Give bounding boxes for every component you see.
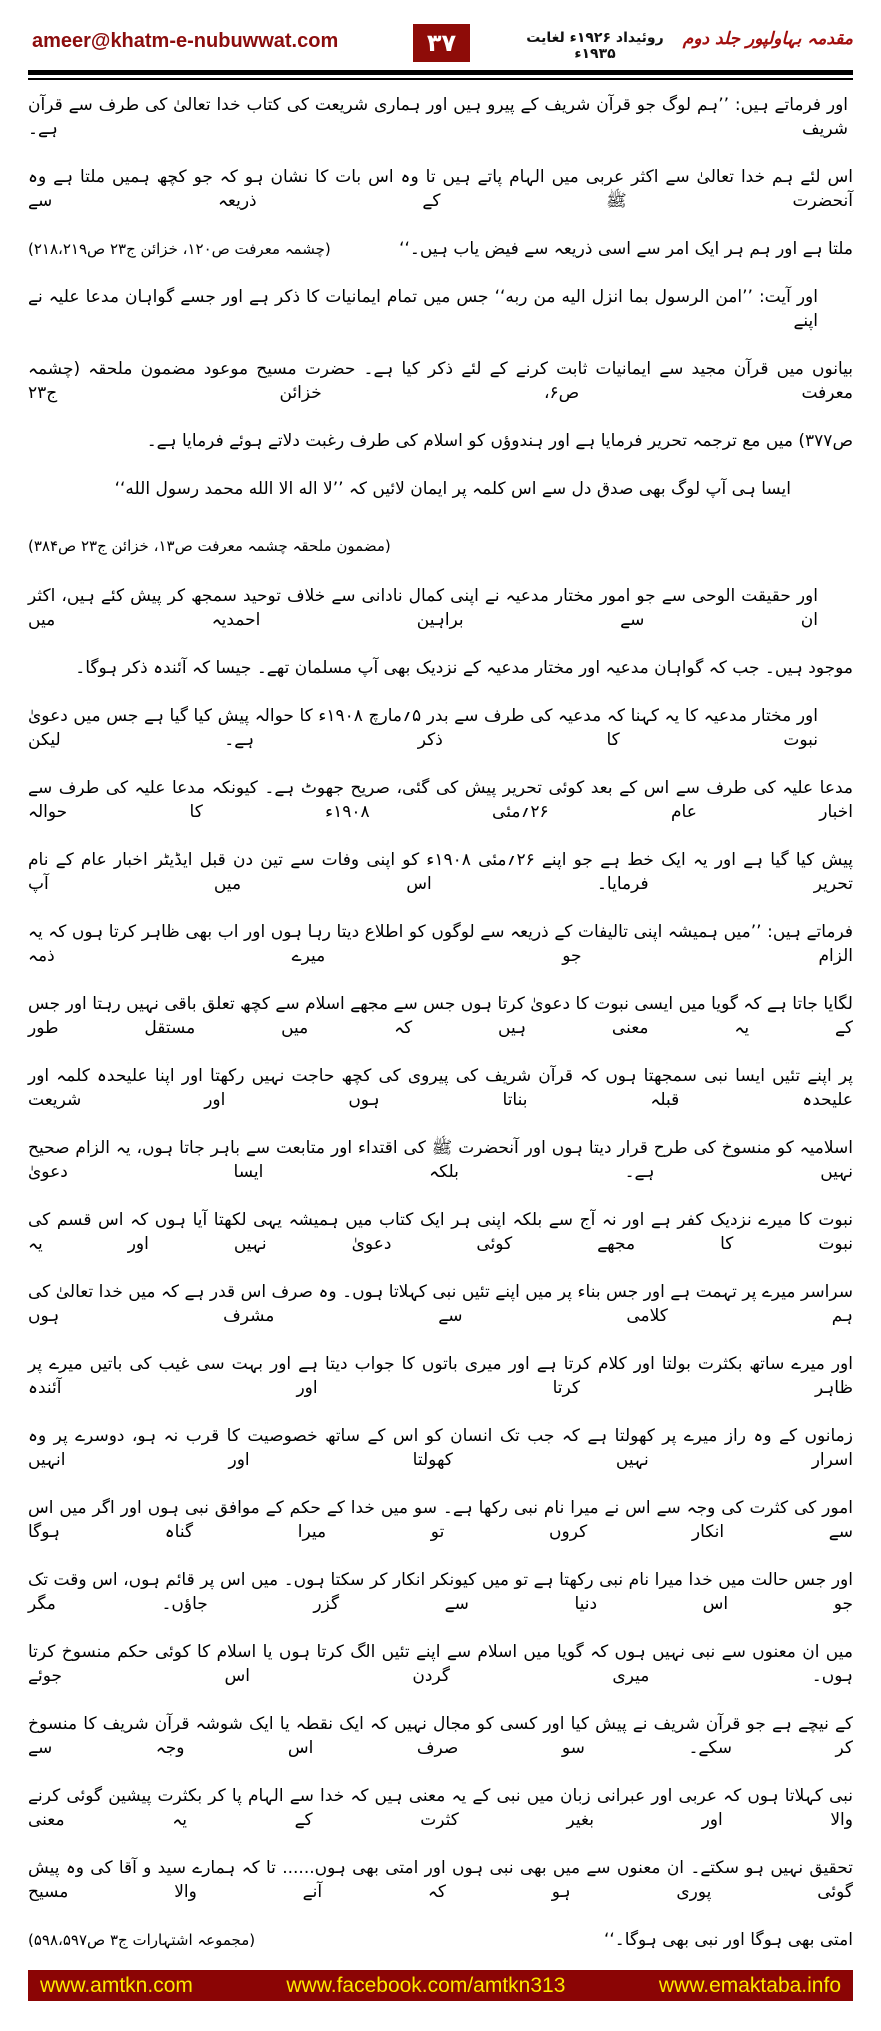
text-line: پیش کیا گیا ہے اور یہ ایک خط ہے جو اپنے ۲۶؍مئی ۱۹۰۸ء کو اپنی وفات سے تین دن قبل ایڈیٹر اخبار عام کے نام تحریر فرمایا۔ اس میں آپ — [28, 850, 853, 894]
text-line: اس لئے ہم خدا تعالیٰ سے اکثر عربی میں الہام پاتے ہیں تا وہ اس بات کا نشان ہو کہ جو کچھ ہمیں ملتا ہے وہ آنحضرت ﷺ کے ذریعہ سے — [28, 167, 853, 211]
header-rule-thick — [28, 70, 853, 75]
text-line: اور آیت: ’’امن الرسول بما انزل الیه من ربه‘‘ جس میں تمام ایمانیات کا ذکر ہے اور جسے گواہان مدعا علیہ نے اپنے — [28, 287, 818, 331]
page-number: ۳۷ — [413, 24, 470, 62]
text-line: زمانوں کے وہ راز میرے پر کھولتا ہے کہ جب تک انسان کو اس کے ساتھ خصوصیت کا قرب نہ ہو، دوسرے پر وہ اسرار نہیں کھولتا اور انہیں — [28, 1426, 853, 1470]
text-line-content: ملتا ہے اور ہم ہر ایک امر سے اسی ذریعہ سے فیض یاب ہیں۔‘‘ — [399, 239, 853, 259]
page-body — [0, 81, 881, 1964]
text-line — [28, 1916, 853, 1964]
header-email: ameer@khatm-e-nubuwwat.com — [32, 30, 339, 52]
text-line: اسلامیہ کو منسوخ کی طرح قرار دیتا ہوں اور آنحضرت ﷺ کی اقتداء اور متابعت سے باہر جاتا ہوں، یہ الزام صحیح نہیں ہے۔ بلکہ ایسا دعویٰ — [28, 1138, 853, 1182]
footer-bar — [28, 1970, 853, 2001]
citation: (مجموعہ اشتہارات ج۳ ص۵۹۸،۵۹۷) — [28, 1931, 256, 1949]
header-subtitle: روئیداد ۱۹۲۶ء لغایت ۱۹۳۵ء — [526, 30, 664, 62]
citation: (مضمون ملحقہ چشمہ معرفت ص۱۳، خزائن ج۲۳ ص۳۸۴) — [28, 537, 391, 555]
text-line: میں ان معنوں سے نبی نہیں ہوں کہ گویا میں اسلام سے اپنے تئیں الگ کرتا ہوں یا اسلام کا کوئی حکم منسوخ کرتا ہوں۔ میری گردن اس جوئے — [28, 1642, 853, 1686]
text-line: امور کی کثرت کی وجہ سے اس نے میرا نام نبی رکھا ہے۔ سو میں خدا کے حکم کے موافق نبی ہوں اور اگر میں اس سے انکار کروں تو میرا گناہ ہوگا — [28, 1498, 853, 1542]
text-line: اور مختار مدعیہ کا یہ کہنا کہ مدعیہ کی طرف سے بدر ۵؍مارچ ۱۹۰۸ء کا حوالہ پیش کیا گیا ہے جس میں دعویٰ نبوت کا ذکر ہے۔ لیکن — [28, 706, 818, 750]
text-line: لگایا جاتا ہے کہ گویا میں ایسی نبوت کا دعویٰ کرتا ہوں جس سے مجھے اسلام سے کچھ تعلق باقی نہیں رہتا اور جس کے یہ معنی ہیں کہ میں مستقل طور — [28, 994, 853, 1038]
text-line: موجود ہیں۔ جب کہ گواہان مدعیہ اور مختار مدعیہ کے نزدیک بھی آپ مسلمان تھے۔ جیسا کہ آئندہ ذکر ہوگا۔ — [75, 658, 853, 678]
text-line: کے نیچے ہے جو قرآن شریف نے پیش کیا اور کسی کو مجال نہیں کہ ایک نقطہ یا ایک شوشہ قرآن شریف کا منسوخ کر سکے۔ سو صرف اس وجہ سے — [28, 1714, 853, 1758]
text-line: مدعا علیہ کی طرف سے اس کے بعد کوئی تحریر پیش کی گئی، صریح جھوٹ ہے۔ کیونکہ مدعا علیہ کی طرف سے اخبار عام ۲۶؍مئی ۱۹۰۸ء کا حوالہ — [28, 778, 853, 822]
footer-link-amtkn[interactable]: www.amtkn.com — [40, 1973, 193, 1997]
kalima-line: ایسا ہی آپ لوگ بھی صدق دل سے اس کلمہ پر ایمان لائیں کہ ’’لا اله الا الله محمد رسول الله‘‘ — [114, 479, 791, 499]
text-line: نبوت کا میرے نزدیک کفر ہے اور نہ آج سے بلکہ اپنی ہر ایک کتاب میں ہمیشہ یہی لکھتا آیا ہوں کہ اس قسم کی نبوت کا مجھے کوئی دعویٰ نہیں اور یہ — [28, 1210, 853, 1254]
page-header — [0, 0, 881, 81]
text-line: سراسر میرے پر تہمت ہے اور جس بناء پر میں اپنے تئیں نبی کہلاتا ہوں۔ وہ صرف اس قدر ہے کہ میں خدا تعالیٰ کی ہم کلامی سے مشرف ہوں — [28, 1282, 853, 1326]
header-rule-thin — [28, 78, 853, 80]
text-line-content: امتی بھی ہوگا اور نبی بھی ہوگا۔‘‘ — [604, 1930, 853, 1950]
text-line: نبی کہلاتا ہوں کہ عربی اور عبرانی زبان میں نبی کے یہ معنی ہیں کہ خدا سے الہام پا کر بکثرت پیشین گوئی کرنے والا اور بغیر کثرت کے یہ معنی — [28, 1786, 853, 1830]
text-line: فرماتے ہیں: ’’میں ہمیشہ اپنی تالیفات کے ذریعہ سے لوگوں کو اطلاع دیتا رہا ہوں اور اب بھی ظاہر کرتا ہوں کہ یہ الزام جو میرے ذمہ — [28, 922, 853, 966]
text-line — [28, 225, 853, 273]
text-line: اور فرماتے ہیں: ’’ہم لوگ جو قرآن شریف کے پیرو ہیں اور ہماری شریعت کی کتاب خدا تعالیٰ کی طرف سے قرآن شریف ہے۔ — [28, 95, 848, 139]
text-line: اور حقیقت الوحی سے جو امور مختار مدعیہ نے اپنی کمال نادانی سے خلاف توحید سمجھ کر پیش کئے ہیں، اکثر ان سے براہین احمدیہ میں — [28, 586, 818, 630]
book-title: مقدمہ بہاولپور جلد دوم — [682, 29, 853, 49]
citation: (چشمہ معرفت ص۱۲۰، خزائن ج۲۳ ص۲۱۸،۲۱۹) — [28, 240, 331, 258]
text-line: بیانوں میں قرآن مجید سے ایمانیات ثابت کرنے کے لئے ذکر کیا ہے۔ حضرت مسیح موعود مضمون ملحقہ (چشمہ معرفت ص۶، خزائن ج۲۳ — [28, 359, 853, 403]
text-line: تحقیق نہیں ہو سکتے۔ ان معنوں سے میں بھی نبی ہوں اور امتی بھی ہوں...... تا کہ ہمارے سید و آقا کی وہ پیش گوئی پوری ہو کہ آنے والا مسیح — [28, 1858, 853, 1902]
text-line: پر اپنے تئیں ایسا نبی سمجھتا ہوں کہ قرآن شریف کی پیروی کی کچھ حاجت نہیں رکھتا اور اپنا علیحدہ کلمہ اور علیحدہ قبلہ بناتا ہوں اور شریعت — [28, 1066, 853, 1110]
footer-link-facebook[interactable]: www.facebook.com/amtkn313 — [286, 1973, 566, 1997]
footer-link-emaktaba[interactable]: www.emaktaba.info — [658, 1973, 841, 1997]
text-line: ص۳۷۷) میں مع ترجمہ تحریر فرمایا ہے اور ہندوؤں کو اسلام کی طرف رغبت دلاتے ہوئے فرمایا ہے۔ — [146, 431, 853, 451]
text-line: اور جس حالت میں خدا میرا نام نبی رکھتا ہے تو میں کیونکر انکار کر سکتا ہوں۔ میں اس پر قائم ہوں، اس وقت تک جو اس دنیا سے گزر جاؤں۔ مگر — [28, 1570, 853, 1614]
text-line: اور میرے ساتھ بکثرت بولتا اور کلام کرتا ہے اور میری باتوں کا جواب دیتا ہے اور بہت سی غیب کی باتیں میرے پر ظاہر کرتا اور آئندہ — [28, 1354, 853, 1398]
